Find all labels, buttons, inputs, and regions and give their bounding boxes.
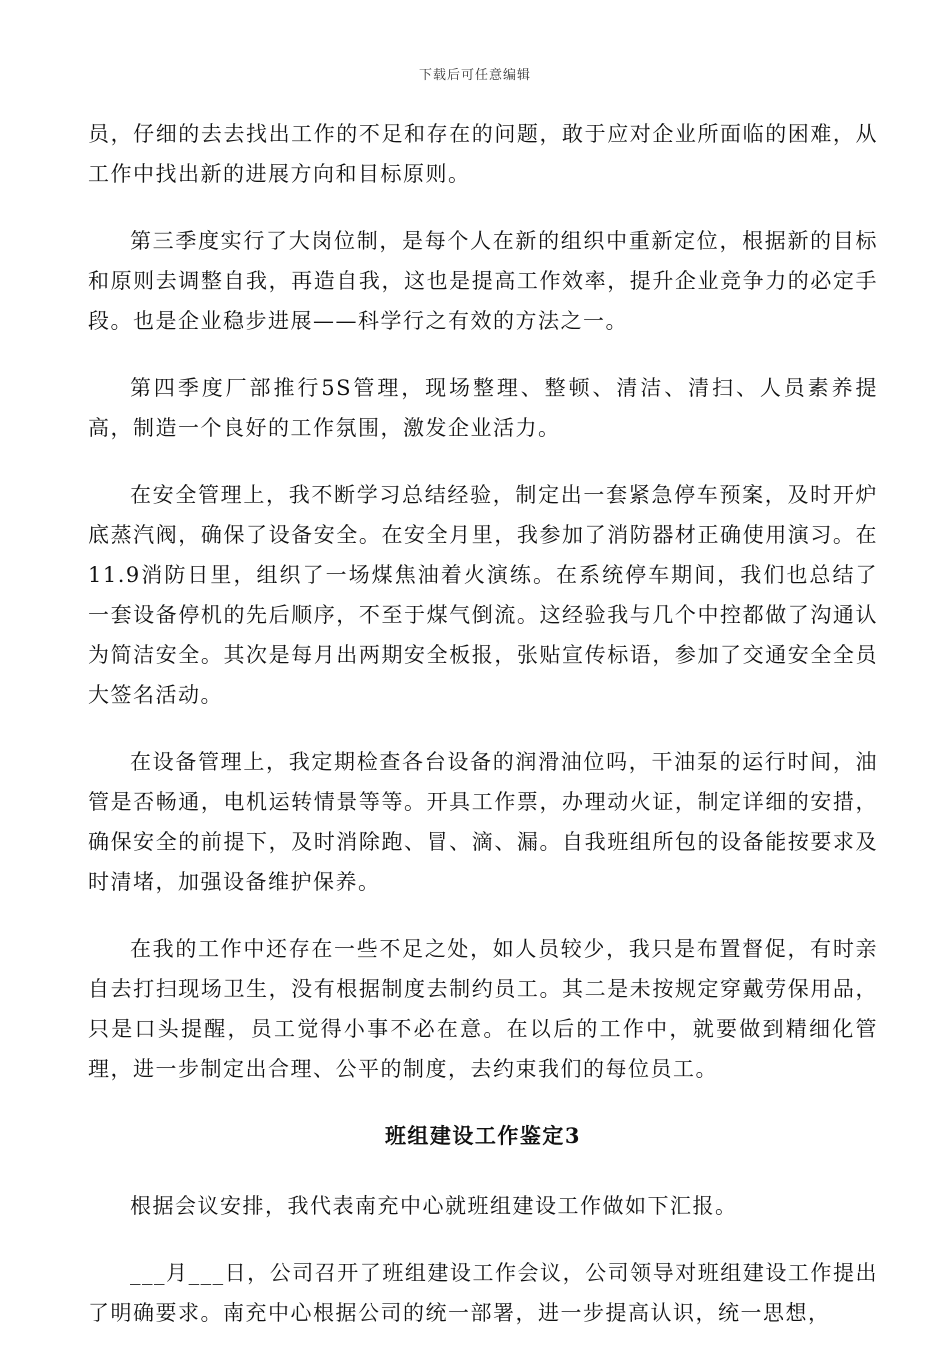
document-body [88,114,878,1360]
paragraph-shortcomings: 在我的工作中还存在一些不足之处，如人员较少，我只是布置督促，有时亲自去打扫现场卫生，没有根据制度去制约员工。其二是未按规定穿戴劳保用品，只是口头提醒，员工觉得小事不必在意。在以后的工作中，就要做到精细化管理，进一步制定出合理、公平的制度，去约束我们的每位员工。 [88,937,878,1081]
paragraph-equipment-management: 在设备管理上，我定期检查各台设备的润滑油位吗，干油泵的运行时间，油管是否畅通，电机运转情景等等。开具工作票，办理动火证，制定详细的安措，确保安全的前提下，及时消除跑、冒、滴、漏。自我班组所包的设备能按要求及时清堵，加强设备维护保养。 [88,750,878,894]
section-title: 班组建设工作鉴定3 [384,1123,582,1148]
header-note: 下载后可任意编辑 [418,68,531,83]
paragraph-third-quarter: 第三季度实行了大岗位制，是每个人在新的组织中重新定位，根据新的目标和原则去调整自我，再造自我，这也是提高工作效率，提升企业竞争力的必定手段。也是企业稳步进展——科学行之有效的方法之一。 [88,229,878,333]
paragraph-continuation: 员，仔细的去去找出工作的不足和存在的问题，敢于应对企业所面临的困难，从工作中找出新的进展方向和目标原则。 [88,122,878,186]
paragraph-fourth-quarter: 第四季度厂部推行5S管理，现场整理、整顿、清洁、清扫、人员素养提高，制造一个良好的工作氛围，激发企业活力。 [88,376,878,440]
paragraph-safety-management: 在安全管理上，我不断学习总结经验，制定出一套紧急停车预案，及时开炉底蒸汽阀，确保了设备安全。在安全月里，我参加了消防器材正确使用演习。在11.9消防日里，组织了一场煤焦油着火演练。在系统停车期间，我们也总结了一套设备停机的先后顺序，不至于煤气倒流。这经验我与几个中控都做了沟通认为简洁安全。其次是每月出两期安全板报，张贴宣传标语，参加了交通安全全员大签名活动。 [88,483,878,707]
paragraph-report-intro: 根据会议安排，我代表南充中心就班组建设工作做如下汇报。 [130,1194,738,1218]
paragraph-meeting: ___月___日，公司召开了班组建设工作会议，公司领导对班组建设工作提出了明确要求。南充中心根据公司的统一部署，进一步提高认识，统一思想， [88,1261,878,1325]
